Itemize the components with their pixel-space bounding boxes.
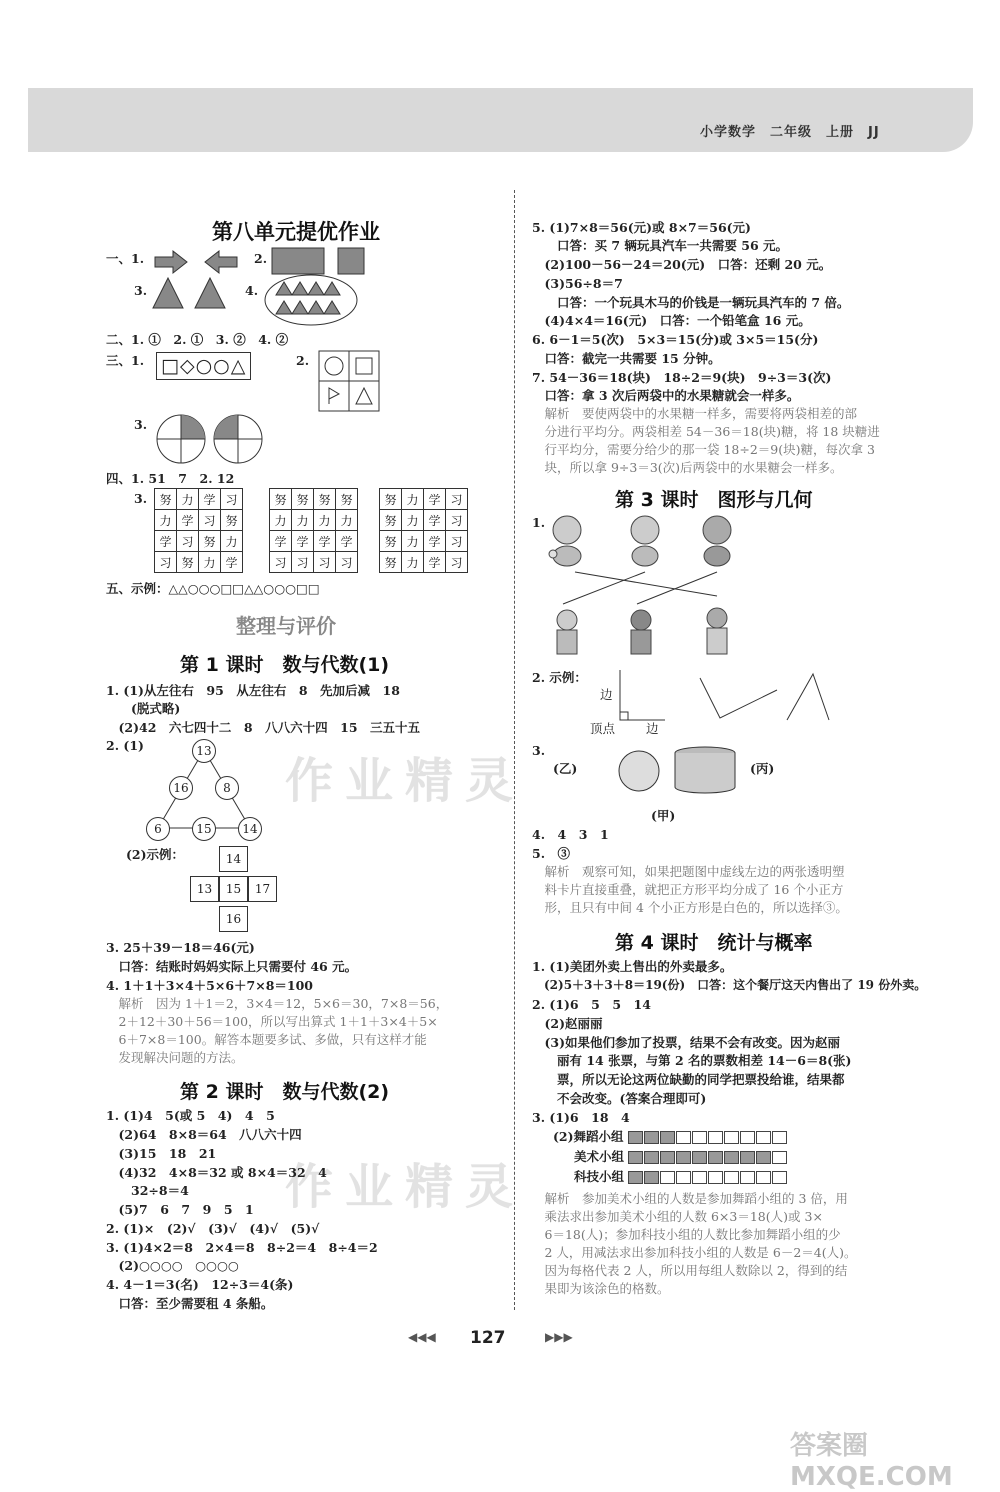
l2-line: (2)64 8×8＝64 八八六十四	[106, 1127, 302, 1142]
l2-line: 口答：至少需要租 4 条船。	[106, 1296, 274, 1311]
bar-cell-filled	[724, 1151, 739, 1164]
l4-note-line: 乘法求出参加美术小组的人数 6×3＝18(人)或 3×	[532, 1209, 823, 1224]
bar-cell-filled	[628, 1131, 643, 1144]
cross-cell: 15	[219, 876, 248, 902]
l4-line: 不会改变。(答案合理即可)	[532, 1091, 707, 1106]
l4-line: (2)5＋3＋3＋8＝19(份) 口答：这个餐厅这天内售出了 19 份外卖。	[532, 978, 927, 992]
bar-cell-filled	[644, 1151, 659, 1164]
bar-cell-empty	[708, 1171, 723, 1184]
bar-label: 科技小组	[574, 1169, 625, 1184]
bar-cell-empty	[772, 1131, 787, 1144]
l1-line: 2. (1)	[106, 738, 144, 753]
bar-label: (2)舞蹈小组	[553, 1129, 624, 1144]
grid-cell: 学	[155, 531, 177, 552]
l4-line: 1. (1)美团外卖上售出的外卖最多。	[532, 959, 733, 974]
r-top-line: (4)4×4＝16(元) 口答：一个铅笔盒 16 元。	[532, 313, 811, 328]
grid-cell: 努	[199, 531, 221, 552]
r-note-line: 行平均分，需要分给少的那一袋 18÷2＝9(块)糖，每次拿 3	[532, 442, 875, 457]
bar-cells	[628, 1149, 788, 1164]
child-figure	[557, 610, 577, 654]
bar-cell-empty	[740, 1171, 755, 1184]
grid-cell: 努	[314, 489, 336, 510]
bar-cell-filled	[708, 1151, 723, 1164]
bar-cell-filled	[660, 1131, 675, 1144]
l4-line: (2)赵丽丽	[532, 1016, 603, 1031]
r-top-line: 6. 6－1＝5(次) 5×3＝15(分)或 3×5＝15(分)	[532, 332, 819, 347]
child-figure	[707, 608, 727, 654]
grid-cell: 努	[380, 489, 402, 510]
section-heading-review: 整理与评价	[236, 614, 336, 638]
l2-line: 32÷8＝4	[106, 1183, 189, 1198]
grid-cell: 力	[402, 531, 424, 552]
label-yi: (乙)	[553, 761, 578, 776]
r-top-line: 5. (1)7×8＝56(元)或 8×7＝56(元)	[532, 220, 751, 235]
r-top-line: 口答：一个玩具木马的价钱是一辆玩具汽车的 7 倍。	[532, 295, 850, 310]
r-note-line: 块，所以拿 9÷3＝3(次)后两袋中的水果糖会一样多。	[532, 460, 843, 475]
l3-note-line: 解析 观察可知，如果把题图中虚线左边的两张透明塑	[532, 864, 845, 879]
q4-1-answer: 四、1. 51 7 2. 12	[106, 471, 235, 486]
bar-cell-empty	[772, 1171, 787, 1184]
bar-cell-empty	[756, 1171, 771, 1184]
l2-line: 2. (1)× (2)√ (3)√ (4)√ (5)√	[106, 1221, 320, 1236]
label-bing: (丙)	[750, 761, 775, 776]
header-banner	[28, 88, 973, 152]
l3-q3-label: 3.	[532, 743, 546, 758]
bar-cell-filled	[644, 1171, 659, 1184]
l1-line: (脱式略)	[106, 701, 181, 716]
grid-cell: 努	[270, 489, 292, 510]
grid-cell: 努	[380, 510, 402, 531]
lesson4-title: 第 4 课时 统计与概率	[615, 932, 813, 954]
bar-label: 美术小组	[574, 1149, 625, 1164]
cross-cell: 13	[190, 876, 219, 902]
edge-label: 边	[600, 687, 613, 702]
l4-note-line: 6＝18(人)；参加科技小组的人数比参加舞蹈小组的少	[532, 1227, 841, 1242]
grid-cell: 习	[221, 489, 243, 510]
monkey-figure	[703, 516, 731, 566]
grid-cell: 学	[424, 552, 446, 573]
q2-answers: 二、1. ① 2. ① 3. ② 4. ②	[106, 332, 289, 347]
l3-q4: 4. 4 3 1	[532, 827, 609, 842]
grid-cell: 学	[221, 552, 243, 573]
grid-cell: 习	[446, 552, 468, 573]
l3-note-line: 形，且只有中间 4 个小正方形是白色的，所以选择③。	[532, 900, 848, 915]
grid-cell: 习	[270, 552, 292, 573]
bar-cell-filled	[644, 1131, 659, 1144]
grid-cell: 力	[314, 510, 336, 531]
grid-3	[379, 488, 468, 573]
q3-3-label: 3.	[134, 417, 148, 432]
cross-cell: 17	[248, 876, 277, 902]
views-matching-figure	[545, 508, 770, 668]
r-top-line: 7. 54－36＝18(块) 18÷2＝9(块) 9÷3＝3(次)	[532, 370, 832, 385]
solids-figure	[617, 745, 739, 797]
grid-cell: 学	[424, 531, 446, 552]
l1-line: (2)42 六七四十二 8 八八六十四 15 三五十五	[106, 720, 421, 735]
l1-rest-line: 口答：结账时妈妈实际上只需要付 46 元。	[106, 959, 358, 974]
grid-cell: 努	[380, 531, 402, 552]
bar-cell-empty	[660, 1171, 675, 1184]
r-top-line: 口答：拿 3 次后两袋中的水果糖就会一样多。	[532, 388, 800, 403]
l2-line: 3. (1)4×2＝8 2×4＝8 8÷2＝4 8÷4＝2	[106, 1240, 378, 1255]
l1-note-line: 6＋7×8＝100。解答本题要多试、多做，只有这样才能	[106, 1032, 427, 1047]
q1-label: 一、1.	[106, 251, 145, 266]
l3-q1-label: 1.	[532, 515, 546, 530]
grid-cell: 学	[336, 531, 358, 552]
l1-note-line: 2＋12＋30＋56＝100，所以写出算式 1＋1＋3×4＋5×	[106, 1014, 438, 1029]
vertex-label: 顶点	[590, 721, 616, 736]
l1-2b-label: (2)示例：	[126, 847, 185, 862]
bar-row-tech	[574, 1168, 788, 1185]
label-jia: (甲)	[651, 808, 676, 823]
grid-cell: 习	[446, 531, 468, 552]
word-grid-table	[154, 488, 243, 573]
bar-cell-empty	[708, 1131, 723, 1144]
next-arrows: ▶▶▶	[545, 1330, 573, 1344]
q1-4-label: 4.	[245, 283, 259, 298]
grid-cell: 力	[402, 510, 424, 531]
l4-note-line: 解析 参加美术小组的人数是参加舞蹈小组的 3 倍，用	[532, 1191, 848, 1206]
grid-cell: 学	[424, 489, 446, 510]
bar-cell-filled	[628, 1151, 643, 1164]
bar-cell-empty	[692, 1171, 707, 1184]
grid-cell: 力	[221, 531, 243, 552]
l2-line: (4)32 4×8＝32 或 8×4＝32 4	[106, 1165, 327, 1180]
grid-cell: 习	[446, 510, 468, 531]
l4-note-line: 2 人，用减法求出参加科技小组的人数是 6－2＝4(人)。	[532, 1245, 857, 1260]
triangle-set-figure	[262, 272, 360, 328]
section-title-unit8: 第八单元提优作业	[212, 220, 380, 244]
page-number: 127	[470, 1328, 506, 1348]
grid-cell: 习	[199, 510, 221, 531]
bar-cell-filled	[756, 1151, 771, 1164]
bar-cells	[628, 1169, 788, 1184]
l4-line: 3. (1)6 18 4	[532, 1110, 630, 1125]
q1-2-label: 2.	[254, 251, 268, 266]
grid-cell: 力	[199, 552, 221, 573]
edge-label: 边	[646, 721, 659, 736]
l1-note-line: 发现解决问题的方法。	[106, 1050, 244, 1065]
l4-line: 丽有 14 张票，与第 2 名的票数相差 14－6＝8(张)	[532, 1053, 852, 1068]
q5-answer: 五、示例：△△○○○□□△△○○○□□	[106, 581, 320, 596]
l2-line: (2)○○○○ ○○○○	[106, 1258, 239, 1273]
grid-cell: 努	[221, 510, 243, 531]
grid-cell: 努	[292, 489, 314, 510]
bar-cell-filled	[660, 1151, 675, 1164]
bar-cell-empty	[740, 1131, 755, 1144]
angle-figures	[615, 668, 840, 726]
watermark: 作业精灵	[285, 1159, 526, 1215]
grid-cell: 力	[270, 510, 292, 531]
triangle-node: 8	[215, 776, 239, 800]
l4-line: 票，所以无论这两位缺勤的同学把票投给谁，结果都	[532, 1072, 845, 1087]
lesson1-title: 第 1 课时 数与代数(1)	[180, 654, 390, 676]
triangle-node: 16	[169, 776, 193, 800]
r-note-line: 分进行平均分。两袋相差 54－36＝18(块)糖，将 18 块糖进	[532, 424, 880, 439]
r-note-line: 解析 要使两袋中的水果糖一样多，需要将两袋相差的部	[532, 406, 858, 421]
bar-cell-filled	[628, 1171, 643, 1184]
shape-grid-figure	[318, 350, 380, 412]
grid-cell: 习	[446, 489, 468, 510]
bar-cell-filled	[692, 1151, 707, 1164]
bar-cell-empty	[676, 1131, 691, 1144]
l1-line: 1. (1)从左往右 95 从左往右 8 先加后减 18	[106, 683, 400, 698]
l1-rest-line: 3. 25＋39－18＝46(元)	[106, 940, 255, 955]
bar-cell-empty	[676, 1171, 691, 1184]
monkey-figure	[549, 516, 581, 566]
grid-cell: 努	[380, 552, 402, 573]
triangle-node: 14	[238, 817, 262, 841]
monkey-figure	[631, 516, 659, 566]
grid-cell: 力	[177, 489, 199, 510]
triangle-node: 6	[146, 817, 170, 841]
cross-cell: 14	[219, 846, 248, 872]
l3-note-line: 料卡片直接重叠，就把正方形平均分成了 16 个小正方	[532, 882, 844, 897]
bar-cell-empty	[692, 1131, 707, 1144]
grid-cell: 学	[270, 531, 292, 552]
bar-cell-empty	[724, 1171, 739, 1184]
grid-cell: 力	[292, 510, 314, 531]
l3-q5: 5. ③	[532, 846, 571, 861]
l4-line: 2. (1)6 5 5 14	[532, 997, 651, 1012]
l2-line: (3)15 18 21	[106, 1146, 217, 1161]
grid-2	[269, 488, 358, 573]
triangles-figure	[150, 275, 240, 311]
r-top-line: 口答：截完一共需要 15 分钟。	[532, 351, 721, 366]
l2-line: (5)7 6 7 9 5 1	[106, 1202, 254, 1217]
grid-cell: 习	[292, 552, 314, 573]
bar-cell-empty	[724, 1131, 739, 1144]
grid-cell: 努	[336, 489, 358, 510]
grid-cell: 习	[177, 531, 199, 552]
grid-cell: 努	[177, 552, 199, 573]
grid-1	[154, 488, 243, 573]
arrows-figure	[153, 248, 243, 276]
l4-note-line: 因为每格代表 2 人，所以用每组人数除以 2，得到的结	[532, 1263, 848, 1278]
grid-cell: 努	[155, 489, 177, 510]
l4-line: (3)如果他们参加了投票，结果不会有改变。因为赵丽	[532, 1035, 841, 1050]
q4-3-label: 3.	[134, 491, 148, 506]
footer-watermark: 答案圈 MXQE.COM	[790, 1431, 953, 1492]
prev-arrows: ◀◀◀	[408, 1330, 436, 1344]
watermark: 作业精灵	[285, 753, 526, 809]
grid-cell: 力	[336, 510, 358, 531]
word-grid-table	[379, 488, 468, 573]
grid-cell: 学	[199, 489, 221, 510]
shape-sequence: □◇○○△	[156, 352, 251, 380]
q3-label: 三、1.	[106, 353, 145, 368]
r-top-line: (3)56÷8＝7	[532, 276, 623, 291]
grid-cell: 习	[336, 552, 358, 573]
q1-3-label: 3.	[134, 283, 148, 298]
grid-cell: 力	[155, 510, 177, 531]
grid-cell: 学	[314, 531, 336, 552]
bar-cell-empty	[772, 1151, 787, 1164]
divided-circles-figure	[155, 413, 265, 465]
l4-note-line: 果即为该涂色的格数。	[532, 1281, 670, 1296]
lesson2-title: 第 2 课时 数与代数(2)	[180, 1081, 390, 1103]
l2-line: 1. (1)4 5(或 5 4) 4 5	[106, 1108, 275, 1123]
word-grid-table	[269, 488, 358, 573]
cross-cell: 16	[219, 906, 248, 932]
l1-rest-line: 4. 1＋1＋3×4＋5×6＋7×8＝100	[106, 978, 313, 993]
child-figure	[631, 610, 651, 654]
l3-q2-label: 2. 示例：	[532, 670, 587, 685]
r-top-line: 口答：买 7 辆玩具汽车一共需要 56 元。	[532, 238, 789, 253]
grid-cell: 力	[402, 552, 424, 573]
lesson3-title: 第 3 课时 图形与几何	[615, 489, 813, 511]
bar-row-art	[574, 1148, 788, 1165]
l2-line: 4. 4－1＝3(名) 12÷3＝4(条)	[106, 1277, 294, 1292]
grid-cell: 学	[292, 531, 314, 552]
grid-cell: 习	[314, 552, 336, 573]
triangle-node: 13	[192, 739, 216, 763]
grid-cell: 力	[402, 489, 424, 510]
grid-cell: 习	[155, 552, 177, 573]
grid-cell: 学	[177, 510, 199, 531]
l1-note-line: 解析 因为 1＋1＝2，3×4＝12，5×6＝30，7×8＝56，	[106, 996, 449, 1011]
triangle-node: 15	[192, 817, 216, 841]
bar-cells	[628, 1129, 788, 1144]
bar-cell-filled	[740, 1151, 755, 1164]
r-top-line: (2)100－56－24＝20(元) 口答：还剩 20 元。	[532, 257, 832, 272]
grid-cell: 学	[424, 510, 446, 531]
bar-cell-empty	[756, 1131, 771, 1144]
header-subject: 小学数学 二年级 上册 JJ	[700, 125, 880, 140]
bar-row-dance	[553, 1128, 788, 1145]
bar-cell-filled	[676, 1151, 691, 1164]
q3-2-label: 2.	[296, 353, 310, 368]
